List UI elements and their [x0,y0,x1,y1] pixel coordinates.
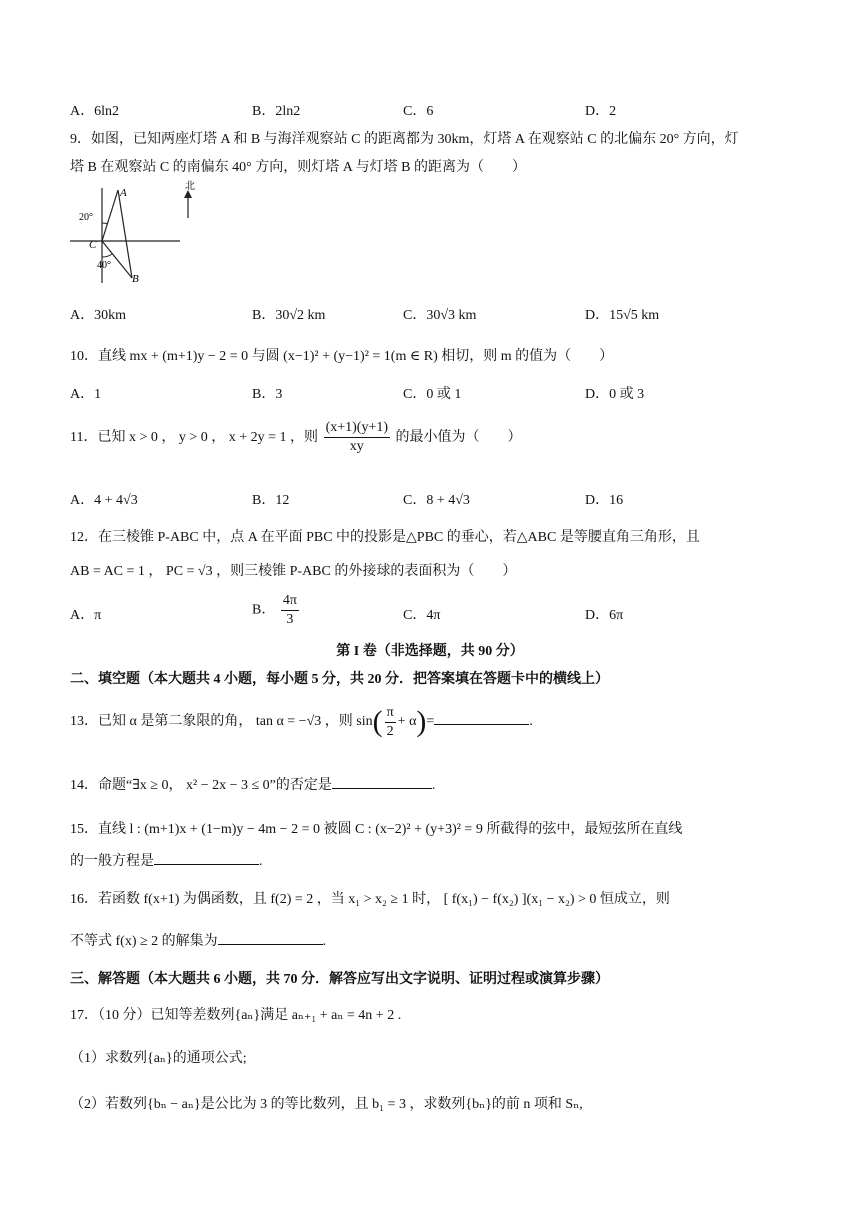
q10-text: 10．直线 mx + (m+1)y − 2 = 0 与圆 (x−1)² + (y−1)² = 1(m ∈ R) 相切，则 m 的值为（ ） [70,349,614,364]
q12-option-b-fraction [281,592,299,629]
q9-label-b: B [132,273,139,285]
q10-option-a: A．1 [70,387,102,402]
q12-option-c: C．4π [403,608,441,623]
q13-paren-post: + α [397,714,417,730]
q12-option-b-den: 3 [286,612,294,627]
q13-fraction [385,704,396,741]
q13-end: . [529,714,533,730]
q12-option-b-num: 4π [281,592,299,611]
q11-text-post: 的最小值为（ ） [395,430,522,445]
q14-text [70,774,435,794]
q11-option-a: A．4 + 4√3 [70,493,138,508]
q13-answer-blank[interactable] [434,710,529,725]
q15-text-line2 [70,850,263,870]
q14-text-content: 14．命题“∃x ≥ 0， x² − 2x − 3 ≤ 0”的否定是 [70,778,332,793]
q13-text: 13．已知 α 是第二象限的角， tan α = −√3 ，则 sin( $\frac{\pi}{2}$ + α)= . [70,704,533,739]
q13-text-pre: 13．已知 α 是第二象限的角， tan α = −√3 ，则 sin [70,714,373,730]
q9-option-a: A．30km [70,308,126,323]
q11-fraction-num: (x+1)(y+1) [324,419,390,438]
q10-option-c: C．0 或 1 [403,387,462,402]
q13-fraction-den: 2 [386,723,394,739]
q11-fraction-den: xy [349,439,364,455]
q17-sub2: （2）若数列{bₙ − aₙ}是公比为 3 的等比数列，且 b₁ = 3 ，求数列{bₙ}的前 n 项和 Sₙ, [70,1097,583,1112]
part2-heading: 二、填空题（本大题共 4 小题，每小题 5 分，共 20 分．把答案填在答题卡中的横线上） [70,672,609,687]
q16-text-line2 [70,930,326,950]
q15-end: . [259,854,263,869]
q9-label-c: C [89,239,97,251]
q9-label-a: A [120,187,127,199]
q10-option-d: D．0 或 3 [585,387,645,402]
part3-heading: 三、解答题（本大题共 6 小题，共 70 分．解答应写出文字说明、证明过程或演算步骤） [70,972,609,987]
q11-text [70,418,522,458]
q15-answer-blank[interactable] [154,850,259,865]
q15-text-line2-content: 的一般方程是 [70,854,154,869]
q9-option-b: B．30√2 km [252,308,326,323]
q12-text-line2: AB = AC = 1 ， PC = √3 ，则三棱锥 P-ABC 的外接球的表面积为（ ） [70,564,517,579]
q12-option-b-label: B． [252,602,276,618]
q9-north-label: 北 [185,181,195,192]
q12-option-b [252,592,301,629]
q14-end: . [431,778,436,793]
q11-fraction [324,419,390,456]
section-title: 第 I 卷（非选择题，共 90 分） [336,644,524,659]
q9-text-line1: 9．如图，已知两座灯塔 A 和 B 与海洋观察站 C 的距离都为 30km，灯塔 A 在观察站 C 的北偏东 20° 方向，灯 [70,132,739,147]
q16-text-line2-content: 不等式 f(x) ≥ 2 的解集为 [70,934,218,949]
q11-text-pre: 11．已知 x > 0 ， y > 0 ， x + 2y = 1 ，则 [70,430,319,445]
q13-fraction-num: π [385,704,396,723]
q8-option-b: B．2ln2 [252,104,301,119]
q9-option-d: D．15√5 km [585,308,660,323]
q16-answer-blank[interactable] [218,930,323,945]
q16-end: . [322,934,327,949]
q17-text: 17．（10 分）已知等差数列{aₙ}满足 aₙ₊₁ + aₙ = 4n + 2 . [70,1008,402,1023]
q12-option-a: A．π [70,608,102,623]
q9-option-c: C．30√3 km [403,308,477,323]
q9-figure [70,178,220,286]
q15-text-line1: 15．直线 l : (m+1)x + (1−m)y − 4m − 2 = 0 被圆 C : (x−2)² + (y+3)² = 9 所截得的弦中，最短弦所在直线 [70,822,683,837]
q12-text-line1: 12．在三棱锥 P-ABC 中，点 A 在平面 PBC 中的投影是△PBC 的垂心，若△ABC 是等腰直角三角形，且 [70,530,700,545]
q14-answer-blank[interactable] [332,774,432,789]
q8-option-d: D．2 [585,104,617,119]
q17-sub1: （1）求数列{aₙ}的通项公式; [70,1051,247,1066]
q16-text-line1: 16．若函数 f(x+1) 为偶函数，且 f(2) = 2 ，当 x₁ > x₂ ≥ 1 时， [ f(x₁) − f(x₂) ](x₁ − x₂) > 0 恒成立，则 [70,892,670,907]
q9-angle-20: 20° [79,212,93,223]
q12-option-d: D．6π [585,608,624,623]
q8-option-c: C．6 [403,104,434,119]
q9-text-line2: 塔 B 在观察站 C 的南偏东 40° 方向，则灯塔 A 与灯塔 B 的距离为（ ） [70,160,526,175]
q11-option-d: D．16 [585,493,624,508]
q11-option-b: B．12 [252,493,290,508]
q11-option-c: C．8 + 4√3 [403,493,470,508]
q8-option-a: A．6ln2 [70,104,119,119]
q13-equals: = [426,714,435,730]
q9-angle-40: 40° [97,260,111,271]
q10-option-b: B．3 [252,387,283,402]
